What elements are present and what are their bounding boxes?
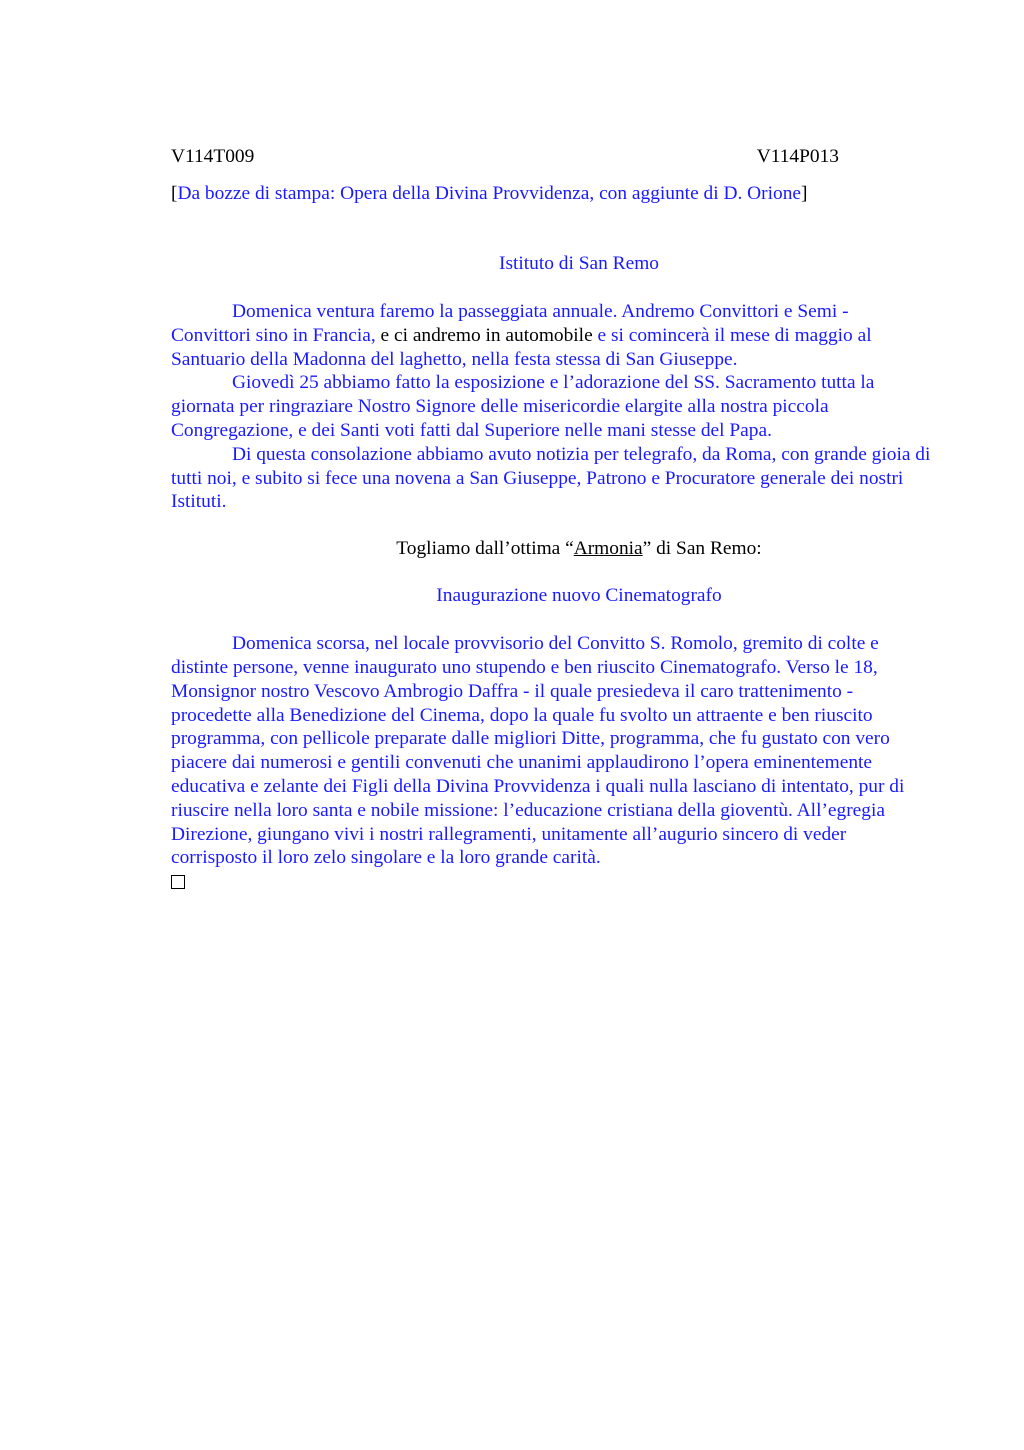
- document-page: [171, 145, 931, 889]
- source-close-bracket: ]: [801, 183, 808, 204]
- paragraph-passeggiata-part-b: e ci andremo in automobile: [375, 324, 593, 346]
- section-istituto-body: [171, 300, 931, 514]
- section-title-cinematografo: Inaugurazione nuovo Cinematografo: [436, 585, 722, 607]
- paragraph-adorazione: Giovedì 25 abbiamo fatto la esposizione e l’adorazione del SS. Sacramento tutta la giornata per ringraziare Nostro Signore delle misericordie elargite alla nostra piccola Congregazione, e dei Santi voti fatti dal Superiore nelle mani stesse del Papa.: [171, 372, 875, 441]
- paragraph-consolazione: Di questa consolazione abbiamo avuto notizia per telegrafo, da Roma, con grande gioia di tutti noi, e subito si fece una novena a San Giuseppe, Patrono e Procuratore generale dei nostri Istituti.: [171, 443, 931, 513]
- document-ids: [171, 145, 839, 169]
- quote-after: ” di San Remo:: [642, 538, 762, 560]
- paragraph-passeggiata: [171, 300, 931, 371]
- source-note-text: Da bozze di stampa: Opera della Divina Provvidenza, con aggiunte di D. Orione: [177, 183, 801, 204]
- section-cinematografo-body: [171, 632, 931, 870]
- source-open-bracket: [: [171, 183, 178, 204]
- paragraph-passeggiata-part-a: Domenica ventura faremo la passeggiata annuale. Andremo Convittori e Semi - Convittori sino in Francia,: [171, 301, 849, 346]
- source-note: [171, 182, 931, 206]
- right-document-id: V114P013: [756, 146, 839, 167]
- paragraph-inaugurazione: Domenica scorsa, nel locale provvisorio del Convitto S. Romolo, gremito di colte e distinte persone, venne inaugurato uno stupendo e ben riuscito Cinematografo. Verso le 18, Monsignor nostro Vescovo Ambrogio Daffra - il quale presiedeva il caro trattenimento - procedette alla Benedizione del Cinema, dopo la quale fu svolto un attraente e ben riuscito programma, con pellicole preparate dalle migliori Ditte, programma, che fu gustato con vero piacere dai numerosi e gentili convenuti che unanimi applaudirono l’opera eminentemente educativa e zelante dei Figli della Divina Provvidenza i quali nulla lasciano di intentato, pur di riuscire nella loro santa e nobile missione: l’educazione cristiana della gioventù. All’egregia Direzione, giungano vivi i nostri rallegramenti, unitamente all’augurio sincero di veder corrisposto il loro zelo singolare e la loro grande carità.: [171, 633, 905, 869]
- newspaper-name: Armonia: [573, 538, 643, 560]
- quote-attribution-line: [171, 537, 987, 561]
- end-of-document-box-icon: [171, 875, 185, 889]
- quote-before: Togliamo dall’ottima “: [396, 538, 574, 560]
- section-title-istituto: Istituto di San Remo: [499, 253, 659, 274]
- left-document-id: V114T009: [171, 146, 255, 167]
- paragraph-passeggiata-part-c: e si comincerà il mese di maggio al Santuario della Madonna del laghetto, nella festa stessa di San Giuseppe.: [171, 324, 872, 370]
